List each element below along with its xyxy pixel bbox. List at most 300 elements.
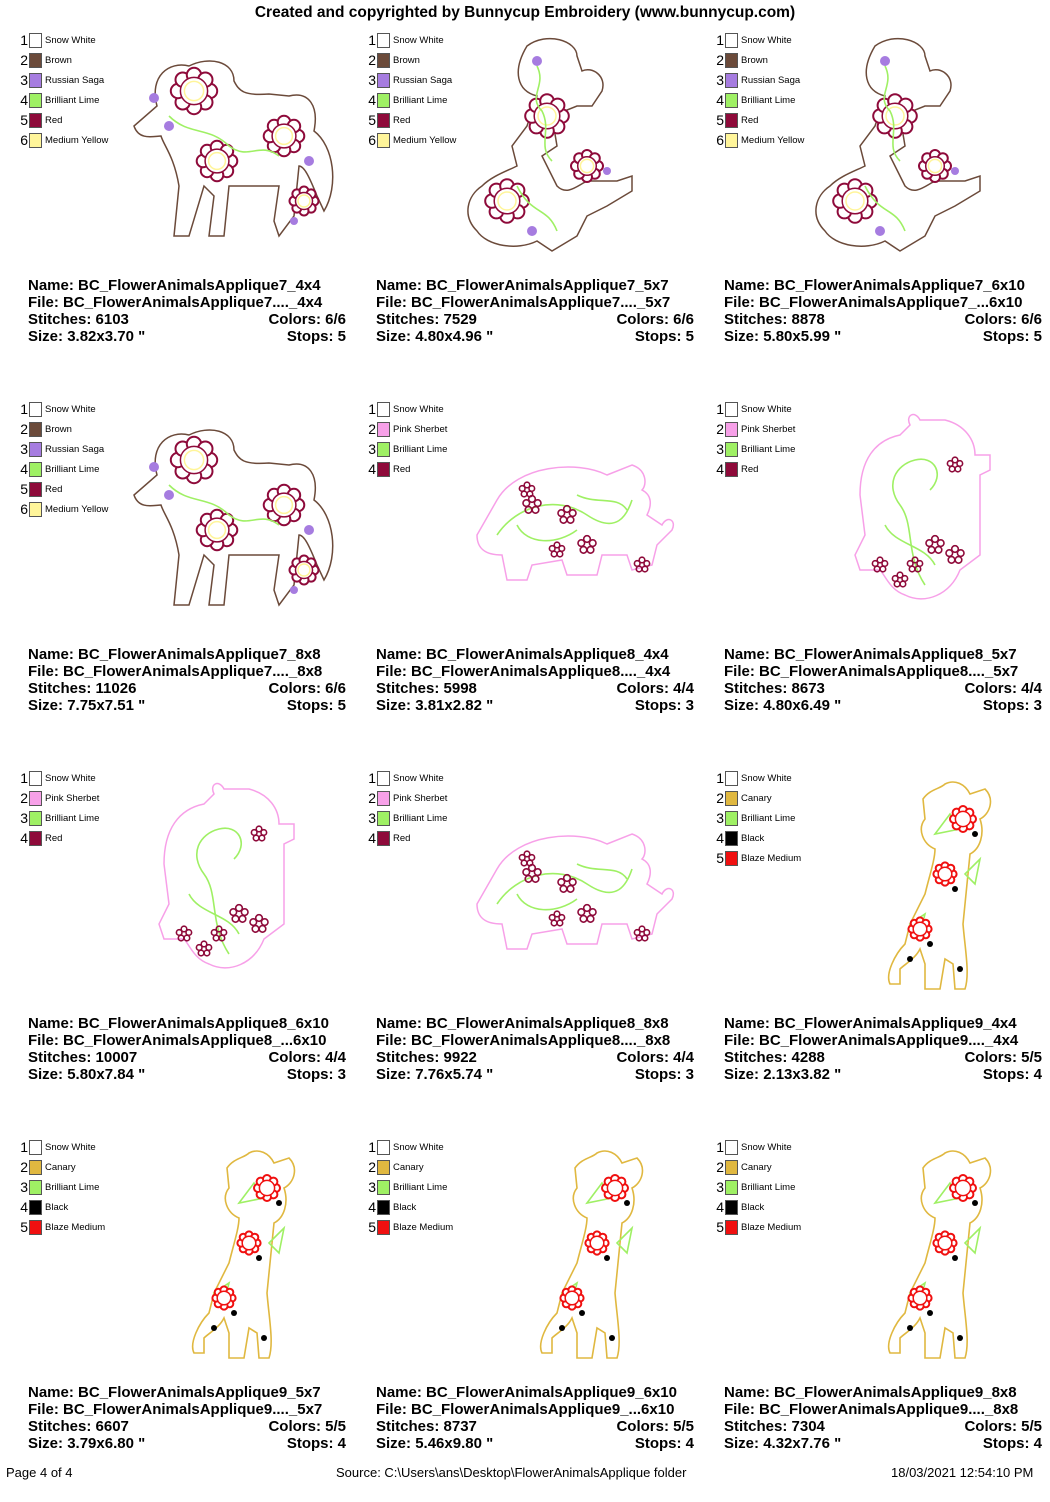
info-line (28, 311, 346, 328)
thread-row (710, 70, 804, 90)
thread-row (362, 808, 447, 828)
thread-number: 2 (716, 52, 724, 68)
thread-row (14, 399, 108, 419)
thread-number: 1 (716, 770, 724, 786)
color-count-group (964, 1418, 1042, 1435)
design-name: BC_FlowerAnimalsApplique8_6x10 (78, 1015, 329, 1032)
design-file-label: File: (724, 1032, 755, 1049)
thread-name: Brilliant Lime (393, 812, 448, 824)
thread-row (362, 419, 447, 439)
color-count: 4/4 (673, 1049, 694, 1066)
thread-number: 1 (716, 401, 724, 417)
thread-name: Black (393, 1201, 417, 1213)
color-count: 6/6 (1021, 311, 1042, 328)
design-card (14, 764, 362, 1133)
design-card (362, 395, 710, 764)
thread-row (14, 808, 99, 828)
thread-swatch (725, 462, 738, 477)
thread-name: Pink Sherbet (741, 423, 796, 435)
design-info (28, 277, 346, 345)
design-size: 7.75x7.51 " (67, 697, 146, 714)
thread-row (710, 459, 795, 479)
thread-name: Brown (45, 423, 72, 435)
stitch-count: 10007 (95, 1049, 138, 1066)
design-info (28, 1015, 346, 1083)
design-size-label: Size: (28, 1435, 64, 1452)
thread-number: 6 (20, 132, 28, 148)
thread-number: 5 (716, 112, 724, 128)
thread-number: 1 (716, 32, 724, 48)
color-count-label: Colors: (964, 1049, 1017, 1066)
stitch-count-group (28, 1418, 129, 1435)
color-count-group (616, 311, 694, 328)
thread-swatch (29, 831, 42, 846)
design-size-group (28, 697, 145, 714)
thread-legend (710, 399, 795, 479)
stitch-count-group (376, 1418, 477, 1435)
thread-name: Snow White (45, 1141, 96, 1153)
thread-swatch (377, 133, 390, 148)
thread-name: Canary (741, 1161, 772, 1173)
design-file-group (28, 294, 322, 311)
info-line (28, 1066, 346, 1083)
design-size: 5.46x9.80 " (415, 1435, 494, 1452)
stitch-count-group (724, 311, 825, 328)
thread-swatch (725, 1140, 738, 1155)
design-file: BC_FlowerAnimalsApplique8_...6x10 (63, 1032, 327, 1049)
thread-swatch (29, 502, 42, 517)
info-line (724, 1066, 1042, 1083)
thread-name: Black (741, 832, 765, 844)
thread-number: 3 (368, 1179, 376, 1195)
design-card (14, 395, 362, 764)
stop-count: 4 (337, 1435, 346, 1452)
design-file: BC_FlowerAnimalsApplique9...._8x8 (759, 1401, 1019, 1418)
stitch-count-group (28, 311, 129, 328)
design-preview-giraffe (457, 1143, 702, 1368)
thread-name: Medium Yellow (45, 503, 109, 515)
thread-number: 3 (20, 810, 28, 826)
color-count-group (268, 311, 346, 328)
design-file-group (376, 294, 670, 311)
design-card (362, 26, 710, 395)
design-card (710, 764, 1050, 1133)
info-line (724, 1015, 1042, 1032)
thread-row (710, 768, 801, 788)
thread-name: Blaze Medium (393, 1221, 454, 1233)
design-card (710, 1133, 1050, 1502)
thread-swatch (725, 442, 738, 457)
thread-name: Snow White (741, 1141, 792, 1153)
design-size-label: Size: (376, 328, 412, 345)
thread-number: 1 (368, 32, 376, 48)
design-name-label: Name: (376, 1384, 422, 1401)
info-line (28, 1015, 346, 1032)
thread-name: Red (45, 114, 63, 126)
stitch-count-label: Stitches: (28, 1418, 92, 1435)
thread-swatch (725, 93, 738, 108)
thread-number: 4 (368, 92, 376, 108)
thread-swatch (725, 771, 738, 786)
stitch-count: 6103 (95, 311, 129, 328)
thread-legend (14, 30, 108, 150)
design-file-label: File: (376, 1401, 407, 1418)
thread-number: 5 (20, 112, 28, 128)
thread-name: Brown (393, 54, 420, 66)
stitch-count: 11026 (95, 680, 137, 697)
thread-name: Russian Saga (393, 74, 453, 86)
design-card (362, 764, 710, 1133)
thread-swatch (725, 851, 738, 866)
thread-name: Russian Saga (45, 74, 105, 86)
page-number: Page 4 of 4 (6, 1465, 73, 1480)
thread-swatch (377, 771, 390, 786)
stitch-count-group (724, 1049, 825, 1066)
thread-number: 1 (20, 32, 28, 48)
design-info (28, 1384, 346, 1452)
thread-legend (14, 1137, 105, 1237)
thread-row (362, 1137, 453, 1157)
thread-row (14, 419, 108, 439)
design-size: 4.80x6.49 " (763, 697, 842, 714)
design-info (724, 646, 1042, 714)
design-file-label: File: (724, 1401, 755, 1418)
design-name-group (376, 1384, 677, 1401)
design-size-group (28, 1435, 145, 1452)
stitch-count-label: Stitches: (28, 1049, 92, 1066)
thread-row (14, 499, 108, 519)
thread-swatch (29, 113, 42, 128)
thread-swatch (377, 73, 390, 88)
design-info (28, 646, 346, 714)
design-name-group (724, 646, 1017, 663)
stop-count-group (983, 1066, 1042, 1083)
thread-number: 5 (368, 1219, 376, 1235)
thread-name: Pink Sherbet (45, 792, 100, 804)
thread-name: Red (45, 483, 63, 495)
thread-row (14, 828, 99, 848)
thread-swatch (725, 1220, 738, 1235)
color-count-label: Colors: (268, 311, 321, 328)
design-file: BC_FlowerAnimalsApplique7...._4x4 (63, 294, 323, 311)
stitch-count: 6607 (95, 1418, 129, 1435)
design-name-group (376, 646, 669, 663)
thread-name: Pink Sherbet (393, 792, 448, 804)
color-count-group (964, 1049, 1042, 1066)
design-size-label: Size: (376, 1435, 412, 1452)
info-line (376, 646, 694, 663)
stitch-count: 4288 (791, 1049, 825, 1066)
page-header: Created and copyrighted by Bunnycup Embroidery (www.bunnycup.com) (254, 4, 796, 21)
design-info (376, 277, 694, 345)
design-name-group (28, 277, 321, 294)
design-file-label: File: (724, 663, 755, 680)
thread-number: 4 (20, 92, 28, 108)
design-name-group (28, 646, 321, 663)
design-name: BC_FlowerAnimalsApplique7_5x7 (426, 277, 669, 294)
design-name: BC_FlowerAnimalsApplique9_5x7 (78, 1384, 321, 1401)
info-line (724, 1401, 1042, 1418)
thread-name: Medium Yellow (741, 134, 805, 146)
info-line (724, 1384, 1042, 1401)
info-line (724, 294, 1042, 311)
design-size: 4.80x4.96 " (415, 328, 494, 345)
thread-swatch (377, 33, 390, 48)
design-file-group (376, 1032, 670, 1049)
thread-row (362, 50, 456, 70)
info-line (376, 1384, 694, 1401)
stitch-count-label: Stitches: (28, 311, 92, 328)
design-size: 7.76x5.74 " (415, 1066, 494, 1083)
thread-row (14, 1217, 105, 1237)
design-info (376, 1384, 694, 1452)
design-size-label: Size: (28, 697, 64, 714)
color-count-group (964, 680, 1042, 697)
color-count-label: Colors: (616, 1049, 669, 1066)
thread-name: Brown (45, 54, 72, 66)
design-card (14, 26, 362, 395)
stitch-count-label: Stitches: (724, 1418, 788, 1435)
design-name-group (376, 277, 669, 294)
thread-name: Brilliant Lime (741, 94, 796, 106)
thread-row (14, 479, 108, 499)
stitch-count-group (28, 1049, 137, 1066)
thread-row (710, 1177, 801, 1197)
stop-count-label: Stops: (286, 1435, 334, 1452)
thread-name: Brilliant Lime (741, 812, 796, 824)
design-file: BC_FlowerAnimalsApplique9...._5x7 (63, 1401, 323, 1418)
thread-number: 2 (368, 790, 376, 806)
design-name: BC_FlowerAnimalsApplique8_8x8 (426, 1015, 669, 1032)
stitch-count-label: Stitches: (724, 311, 788, 328)
thread-name: Medium Yellow (393, 134, 457, 146)
design-name: BC_FlowerAnimalsApplique7_6x10 (774, 277, 1025, 294)
design-name-group (724, 1384, 1017, 1401)
thread-row (14, 768, 99, 788)
stop-count: 3 (685, 697, 694, 714)
thread-legend (14, 768, 99, 848)
thread-swatch (725, 402, 738, 417)
stitch-count: 9922 (443, 1049, 477, 1066)
design-file: BC_FlowerAnimalsApplique8...._4x4 (411, 663, 671, 680)
thread-number: 2 (20, 421, 28, 437)
thread-row (14, 1177, 105, 1197)
thread-name: Brilliant Lime (393, 94, 448, 106)
thread-row (710, 399, 795, 419)
thread-legend (14, 399, 108, 519)
design-file-group (724, 1401, 1018, 1418)
stitch-count-label: Stitches: (724, 680, 788, 697)
thread-row (14, 110, 108, 130)
thread-row (362, 788, 447, 808)
design-preview-horse (109, 36, 354, 261)
thread-swatch (377, 53, 390, 68)
design-file-label: File: (28, 294, 59, 311)
thread-number: 3 (20, 441, 28, 457)
thread-row (710, 1157, 801, 1177)
thread-swatch (29, 1140, 42, 1155)
thread-swatch (725, 113, 738, 128)
thread-number: 4 (368, 830, 376, 846)
thread-swatch (725, 1180, 738, 1195)
color-count: 6/6 (673, 311, 694, 328)
thread-number: 3 (716, 1179, 724, 1195)
thread-swatch (29, 462, 42, 477)
thread-row (14, 70, 108, 90)
design-size-label: Size: (28, 1066, 64, 1083)
stop-count-label: Stops: (286, 1066, 334, 1083)
thread-row (710, 848, 801, 868)
thread-name: Canary (741, 792, 772, 804)
design-size-group (724, 1435, 841, 1452)
thread-number: 2 (368, 52, 376, 68)
info-line (28, 1049, 346, 1066)
color-count-label: Colors: (616, 1418, 669, 1435)
thread-swatch (29, 791, 42, 806)
design-size: 3.82x3.70 " (67, 328, 146, 345)
thread-number: 1 (368, 401, 376, 417)
stitch-count-label: Stitches: (28, 680, 92, 697)
info-line (724, 1032, 1042, 1049)
thread-number: 3 (20, 72, 28, 88)
thread-swatch (29, 771, 42, 786)
stop-count-group (287, 1066, 346, 1083)
design-file-group (28, 1401, 322, 1418)
info-line (376, 328, 694, 345)
thread-number: 4 (716, 1199, 724, 1215)
design-size: 4.32x7.76 " (763, 1435, 842, 1452)
thread-legend (362, 399, 447, 479)
thread-name: Snow White (393, 772, 444, 784)
color-count-label: Colors: (964, 311, 1017, 328)
design-name-label: Name: (28, 1015, 74, 1032)
thread-swatch (377, 811, 390, 826)
design-name-group (28, 1384, 321, 1401)
stop-count-label: Stops: (982, 328, 1030, 345)
thread-name: Snow White (741, 34, 792, 46)
design-size-group (724, 1066, 841, 1083)
info-line (28, 663, 346, 680)
design-preview-horse-rear (805, 36, 1050, 261)
design-name: BC_FlowerAnimalsApplique9_6x10 (426, 1384, 677, 1401)
design-card (362, 1133, 710, 1502)
thread-row (14, 130, 108, 150)
thread-number: 4 (716, 830, 724, 846)
design-file-group (28, 663, 322, 680)
info-line (376, 294, 694, 311)
design-name: BC_FlowerAnimalsApplique9_4x4 (774, 1015, 1017, 1032)
design-name-group (724, 277, 1025, 294)
thread-row (14, 788, 99, 808)
thread-row (362, 399, 447, 419)
thread-row (14, 50, 108, 70)
thread-number: 4 (716, 92, 724, 108)
thread-name: Brilliant Lime (45, 812, 100, 824)
thread-swatch (29, 133, 42, 148)
color-count-label: Colors: (616, 680, 669, 697)
thread-name: Medium Yellow (45, 134, 109, 146)
design-name: BC_FlowerAnimalsApplique7_4x4 (78, 277, 321, 294)
thread-name: Brilliant Lime (741, 443, 796, 455)
stop-count-group (635, 697, 694, 714)
info-line (376, 1066, 694, 1083)
color-count-group (268, 1418, 346, 1435)
thread-number: 2 (716, 421, 724, 437)
thread-swatch (725, 422, 738, 437)
thread-number: 2 (368, 1159, 376, 1175)
stop-count-group (635, 1066, 694, 1083)
thread-swatch (29, 1180, 42, 1195)
thread-row (710, 828, 801, 848)
info-line (376, 1418, 694, 1435)
thread-row (710, 788, 801, 808)
design-size-label: Size: (724, 697, 760, 714)
design-file-label: File: (376, 294, 407, 311)
thread-swatch (29, 442, 42, 457)
design-preview-giraffe (109, 1143, 354, 1368)
design-size-label: Size: (28, 328, 64, 345)
stitch-count: 7304 (791, 1418, 825, 1435)
stop-count-label: Stops: (634, 1066, 682, 1083)
thread-number: 3 (716, 72, 724, 88)
info-line (724, 1418, 1042, 1435)
stop-count: 5 (337, 328, 346, 345)
thread-number: 4 (20, 1199, 28, 1215)
thread-swatch (29, 73, 42, 88)
color-count-group (268, 680, 346, 697)
thread-row (710, 110, 804, 130)
thread-number: 4 (368, 1199, 376, 1215)
thread-row (14, 1157, 105, 1177)
stop-count-group (983, 697, 1042, 714)
thread-row (14, 1197, 105, 1217)
thread-number: 5 (716, 1219, 724, 1235)
design-name: BC_FlowerAnimalsApplique9_8x8 (774, 1384, 1017, 1401)
design-card (710, 395, 1050, 764)
stitch-count: 5998 (443, 680, 477, 697)
thread-row (710, 50, 804, 70)
thread-number: 3 (716, 810, 724, 826)
thread-swatch (29, 1220, 42, 1235)
design-file: BC_FlowerAnimalsApplique9_...6x10 (411, 1401, 675, 1418)
info-line (376, 680, 694, 697)
color-count-label: Colors: (616, 311, 669, 328)
thread-swatch (377, 462, 390, 477)
thread-name: Russian Saga (741, 74, 801, 86)
thread-name: Blaze Medium (741, 852, 802, 864)
thread-legend (362, 1137, 453, 1237)
info-line (28, 294, 346, 311)
design-name-label: Name: (376, 646, 422, 663)
thread-name: Brilliant Lime (741, 1181, 796, 1193)
thread-row (14, 30, 108, 50)
thread-row (362, 1157, 453, 1177)
thread-row (710, 30, 804, 50)
design-size-group (28, 1066, 145, 1083)
stop-count: 5 (1033, 328, 1042, 345)
thread-name: Snow White (45, 772, 96, 784)
thread-swatch (29, 53, 42, 68)
thread-name: Black (741, 1201, 765, 1213)
design-size-group (28, 328, 145, 345)
thread-row (14, 1137, 105, 1157)
design-file: BC_FlowerAnimalsApplique9...._4x4 (759, 1032, 1019, 1049)
design-info (376, 1015, 694, 1083)
thread-swatch (725, 1160, 738, 1175)
stitch-count-group (28, 680, 136, 697)
thread-swatch (377, 1160, 390, 1175)
thread-name: Black (45, 1201, 69, 1213)
